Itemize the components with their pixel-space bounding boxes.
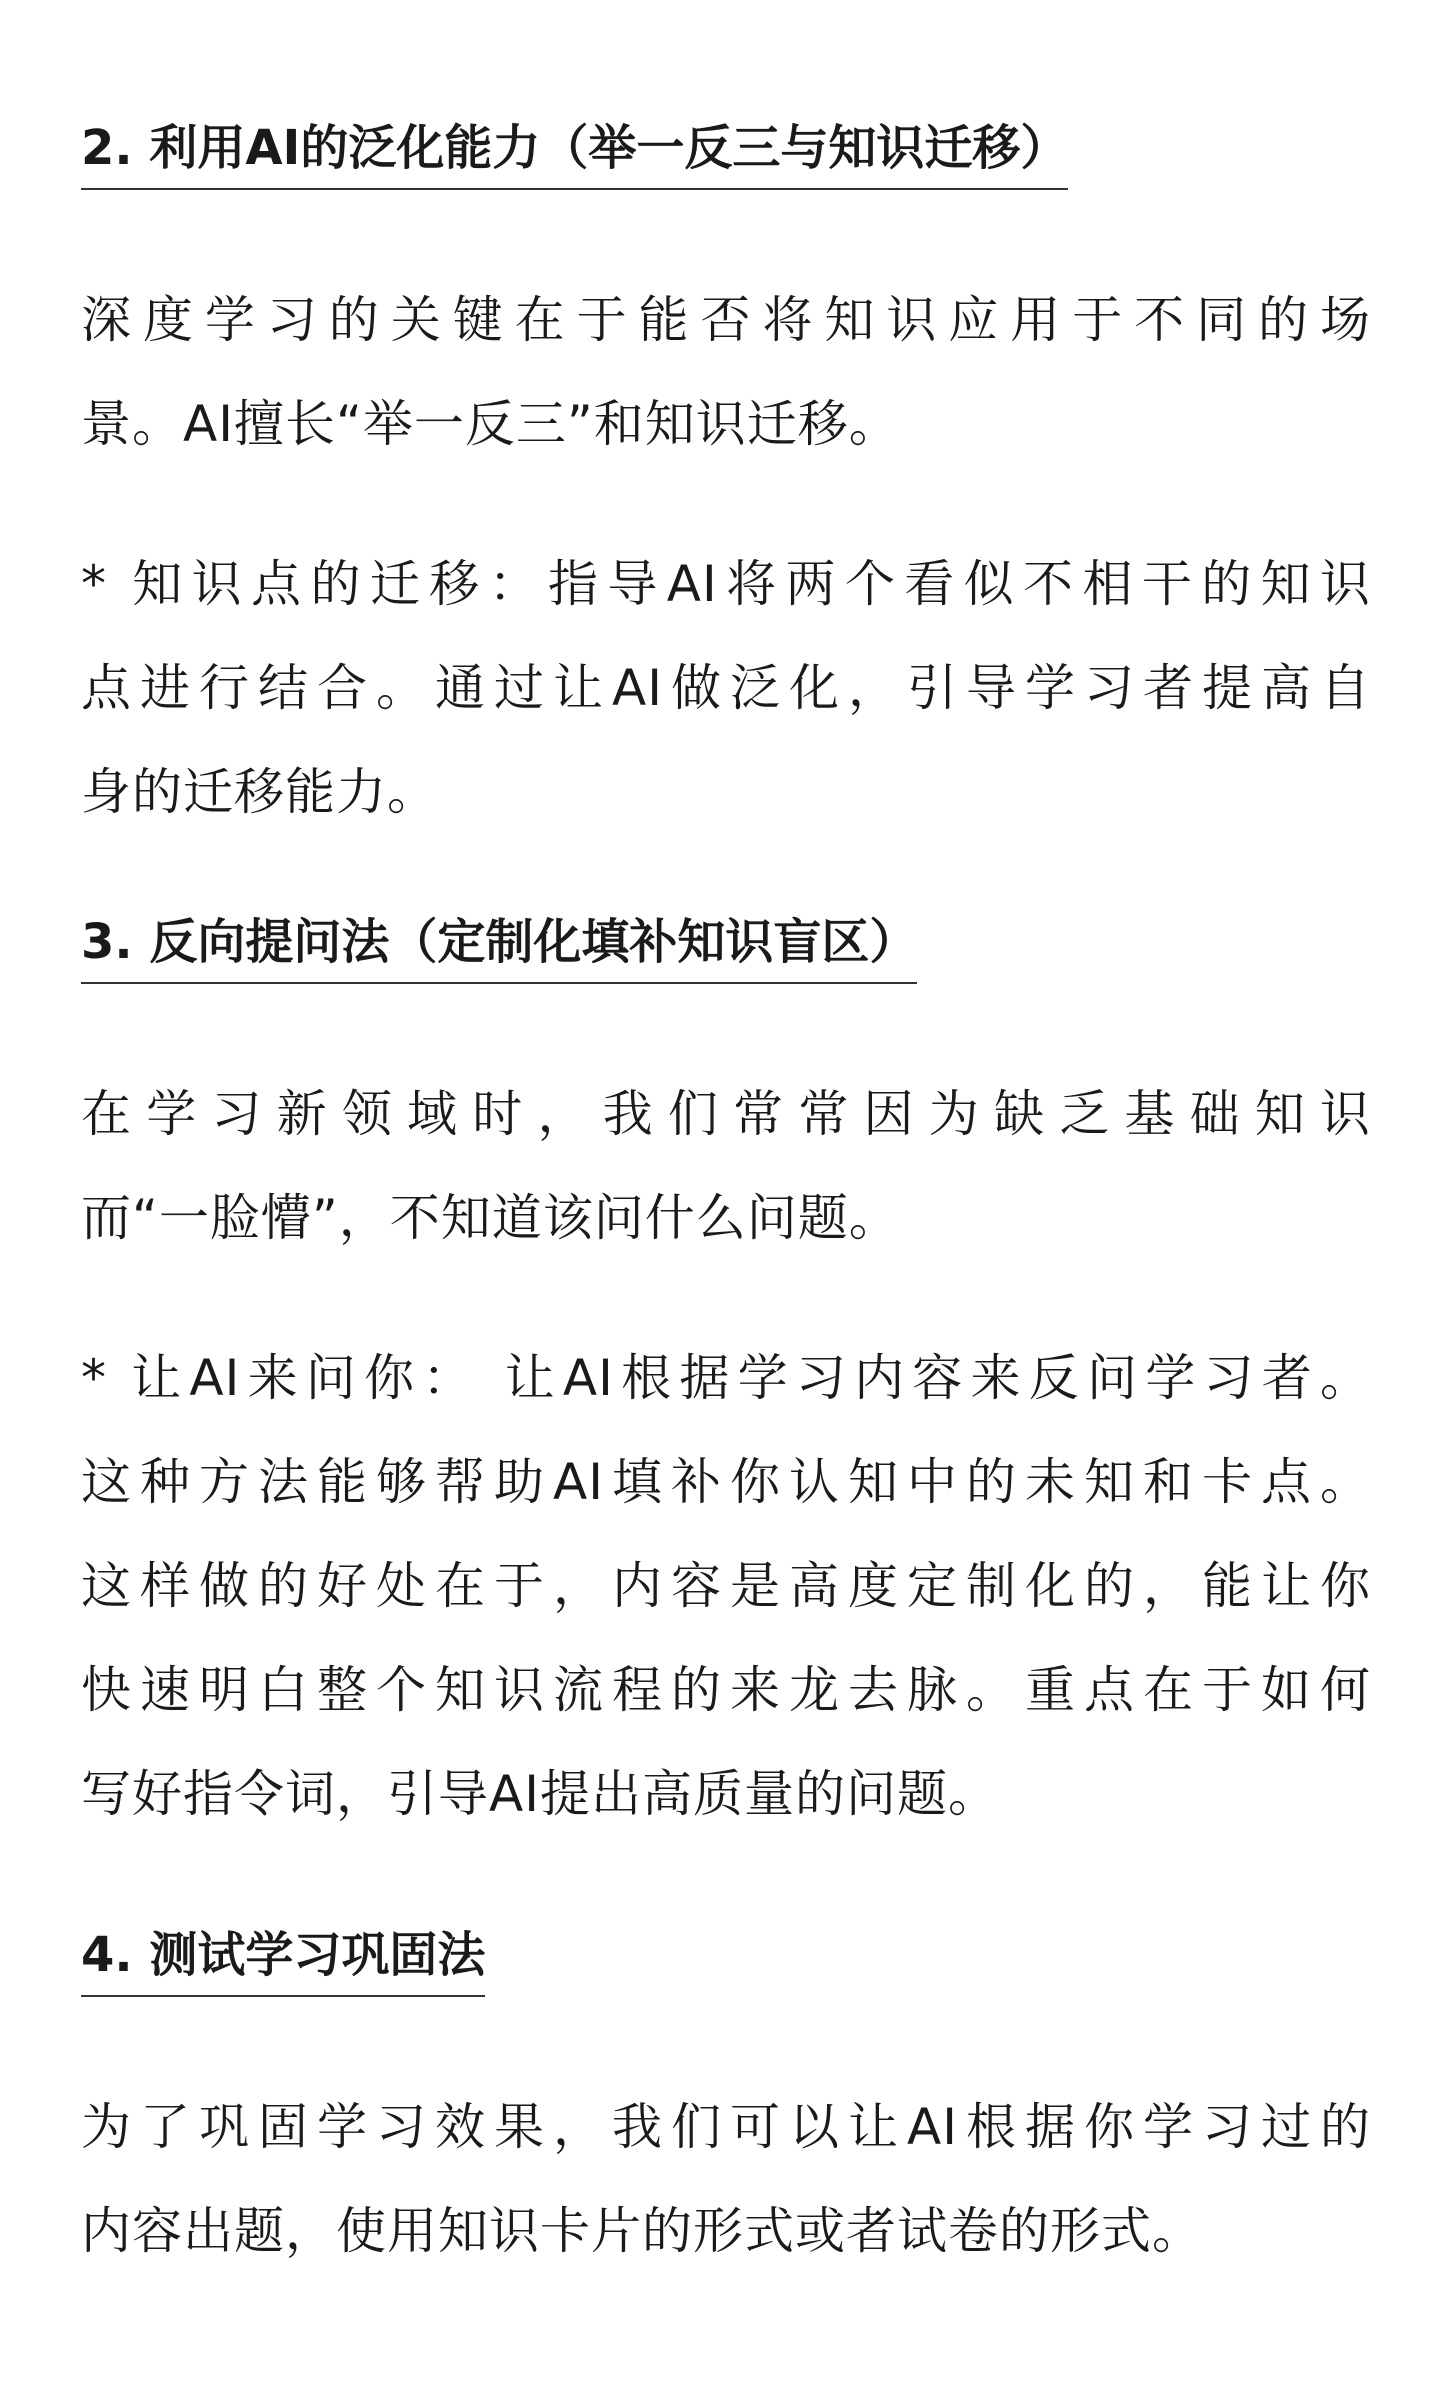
section-heading-2: 2. 利用AI的泛化能力（举一反三与知识迁移） [81,118,1068,190]
text-line: 这种方法能够帮助AI填补你认知中的未知和卡点。 [81,1453,1371,1511]
text-line: 内容出题，使用知识卡片的形式或者试卷的形式。 [81,2202,1203,2260]
text-line: 在学习新领域时，我们常常因为缺乏基础知识 [81,1085,1371,1143]
text-line: 为了巩固学习效果，我们可以让AI根据你学习过的 [81,2098,1371,2156]
section-heading-4: 4. 测试学习巩固法 [81,1925,485,1997]
text-line: * 知识点的迁移：指导AI将两个看似不相干的知识 [81,555,1371,613]
text-line: 写好指令词，引导AI提出高质量的问题。 [81,1765,999,1823]
text-line: 而“一脸懵”，不知道该问什么问题。 [81,1189,900,1247]
text-line: 身的迁移能力。 [81,763,438,821]
bullet-paragraph [81,532,1371,844]
paragraph [81,2075,1371,2283]
paragraph [81,268,1371,476]
text-line: * 让AI来问你： 让AI根据学习内容来反问学习者。 [81,1349,1371,1407]
text-line: 景。AI擅长“举一反三”和知识迁移。 [81,395,900,453]
bullet-paragraph [81,1326,1371,1846]
paragraph [81,1062,1371,1270]
text-line: 深度学习的关键在于能否将知识应用于不同的场 [81,291,1371,349]
section-heading-3: 3. 反向提问法（定制化填补知识盲区） [81,912,917,984]
text-line: 点进行结合。通过让AI做泛化，引导学习者提高自 [81,659,1371,717]
text-line: 这样做的好处在于，内容是高度定制化的，能让你 [81,1557,1371,1615]
text-line: 快速明白整个知识流程的来龙去脉。重点在于如何 [81,1661,1371,1719]
